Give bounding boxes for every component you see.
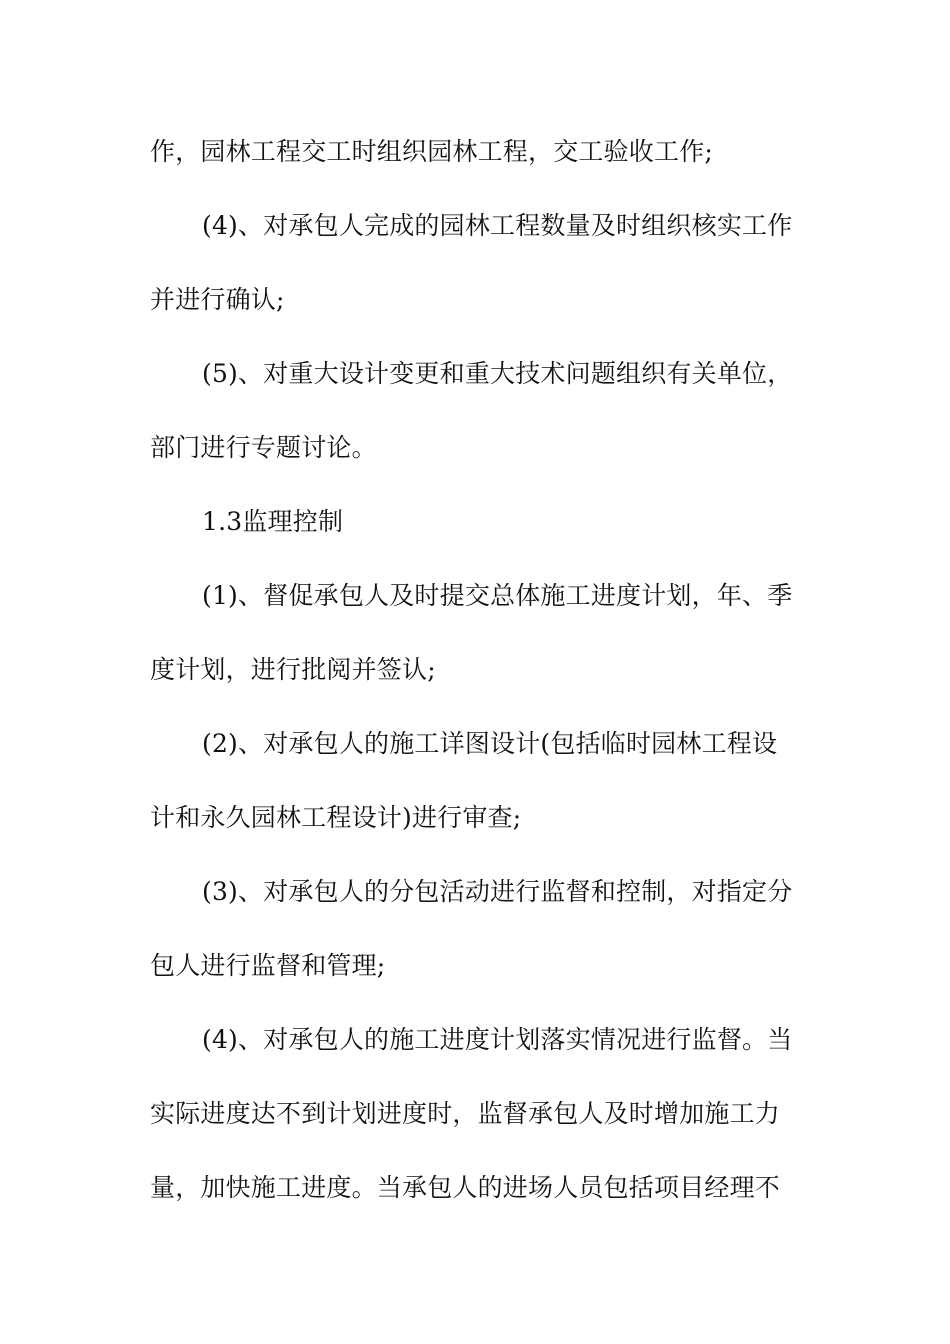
text-line: 量，加快施工进度。当承包人的进场人员包括项目经理不 bbox=[150, 1173, 781, 1202]
text-line: 包人进行监督和管理; bbox=[150, 951, 386, 980]
list-item-4: (4)、对承包人完成的园林工程数量及时组织核实工作 bbox=[202, 211, 793, 240]
text-line: 并进行确认; bbox=[150, 285, 285, 314]
text-line: 计和永久园林工程设计)进行审查; bbox=[150, 803, 522, 832]
list-item-1: (1)、督促承包人及时提交总体施工进度计划，年、季 bbox=[202, 581, 793, 610]
text-line: 实际进度达不到计划进度时，监督承包人及时增加施工力 bbox=[150, 1099, 781, 1128]
list-item-2: (2)、对承包人的施工详图设计(包括临时园林工程设 bbox=[202, 729, 778, 758]
text-line: 作，园林工程交工时组织园林工程，交工验收工作; bbox=[150, 137, 714, 166]
section-heading: 1.3监理控制 bbox=[202, 507, 344, 536]
text-line: 度计划，进行批阅并签认; bbox=[150, 655, 436, 684]
list-item-4b: (4)、对承包人的施工进度计划落实情况进行监督。当 bbox=[202, 1025, 793, 1054]
text-line: 部门进行专题讨论。 bbox=[150, 433, 377, 462]
list-item-5: (5)、对重大设计变更和重大技术问题组织有关单位， bbox=[202, 359, 793, 388]
list-item-3: (3)、对承包人的分包活动进行监督和控制，对指定分 bbox=[202, 877, 793, 906]
